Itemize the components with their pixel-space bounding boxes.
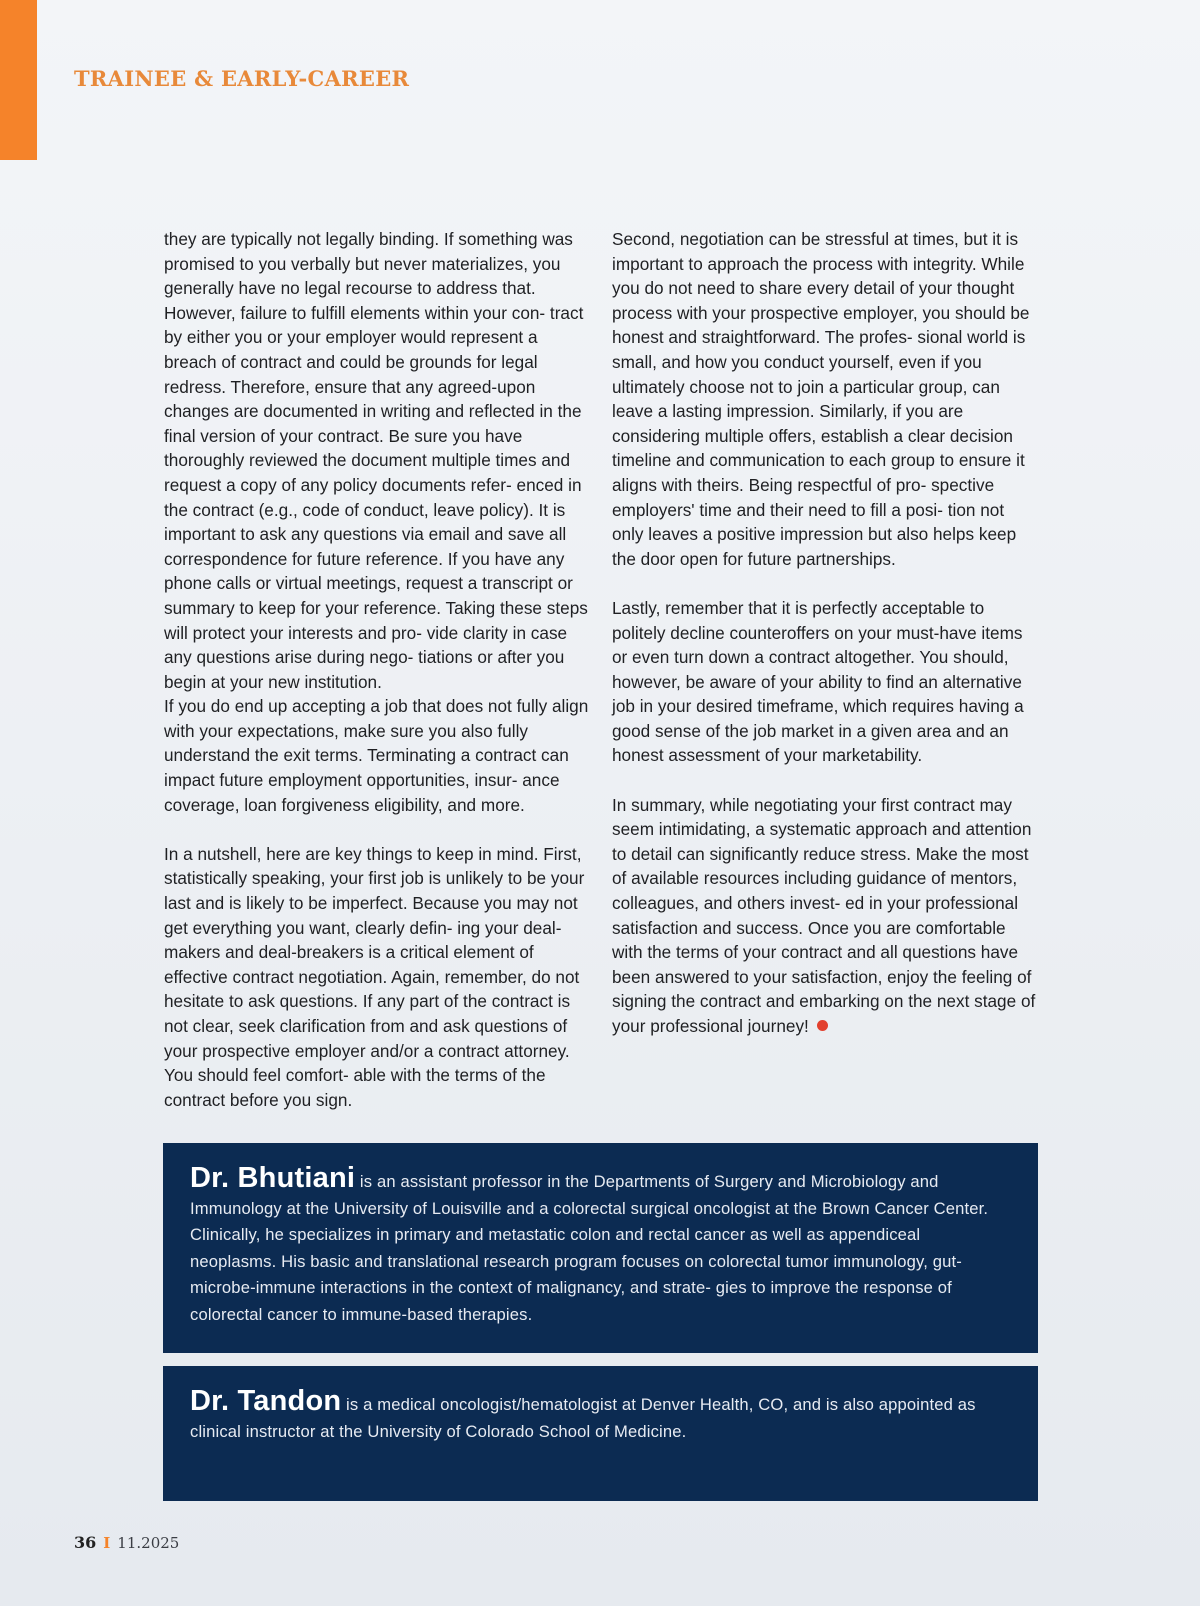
author-bio-box-bhutiani xyxy=(163,1143,1038,1353)
author-bio-text: is a medical oncologist/hematologist at Denver Health, CO, and is also appointed as clinical instructor at the University of Colorado School of Medicine. xyxy=(190,1395,976,1441)
page-footer xyxy=(74,1533,179,1552)
issue-date: 11.2025 xyxy=(117,1534,180,1552)
author-name: Dr. Tandon xyxy=(190,1385,342,1417)
right-paragraph-2: Lastly, remember that it is perfectly acceptable to politely decline counteroffers on your must-have items or even turn down a contract altogether. You should, however, be aware of your ability to find an alternative job in your desired timeframe, which requires having a good sense of the job market in a given area and an honest assessment of your marketability. xyxy=(612,597,1024,766)
right-article-column xyxy=(612,227,1038,1039)
end-of-article-dot-icon xyxy=(817,1020,828,1031)
left-paragraph-3: In a nutshell, here are key things to keep in mind. First, statistically speaking, your first job is unlikely to be your last and is likely to be imperfect. Because you may not get everything you want, clearly defin- ing your deal-makers and deal-breakers is a critical element of effective contract negotiation. Again, remember, do not hesitate to ask questions. If any part of the contract is not clear, seek clarification from and ask questions of your prospective employer and/or a contract attorney. You should feel comfort- able with the terms of the contract before you sign. xyxy=(164,843,585,1110)
author-bio-box-tandon xyxy=(163,1366,1038,1501)
right-paragraph-3 xyxy=(612,793,1038,1039)
right-paragraph-3-text: In summary, while negotiating your first contract may seem intimidating, a systematic approach and attention to detail can significantly reduce stress. Make the most of available resources including guidance of mentors, colleagues, and others invest- ed in your professional satisfaction and success. Once you are comfortable with the terms of your contract and all questions have been answered to your satisfaction, enjoy the feeling of signing the contract and embarking on the next stage of your professional journey! xyxy=(612,794,1036,1036)
left-paragraph-1: they are typically not legally binding. If something was promised to you verbally but never materializes, you generally have no legal recourse to address that. However, failure to fulfill elements within your con- tract by either you or your employer would represent a breach of contract and could be grounds for legal redress. Therefore, ensure that any agreed-upon changes are documented in writing and reflected in the final version of your contract. Be sure you have thoroughly reviewed the document multiple times and request a copy of any policy documents refer- enced in the contract (e.g., code of conduct, leave policy). It is important to ask any questions via email and save all correspondence for future reference. If you have any phone calls or virtual meetings, request a transcript or summary to keep for your reference. Taking these steps will protect your interests and pro- vide clarity in case any questions arise during nego- tiations or after you begin at your new institution. xyxy=(164,229,588,692)
page-number: 36 xyxy=(74,1533,97,1552)
right-paragraph-1: Second, negotiation can be stressful at times, but it is important to approach the process with integrity. While you do not need to share every detail of your thought process with your prospective employer, you should be honest and straightforward. The profes- sional world is small, and how you conduct yourself, even if you ultimately choose not to join a particular group, can leave a lasting impression. Similarly, if you are considering multiple offers, establish a clear decision timeline and communication to each group to ensure it aligns with theirs. Being respectful of pro- spective employers' time and their need to fill a posi- tion not only leaves a positive impression but also helps keep the door open for future partnerships. xyxy=(612,229,1030,569)
orange-accent-bar xyxy=(0,0,37,160)
left-article-column xyxy=(164,227,590,1112)
left-paragraph-2: If you do end up accepting a job that does not fully align with your expectations, make sure you also fully understand the exit terms. Terminating a contract can impact future employment opportunities, insur- ance coverage, loan forgiveness eligibility, and more. xyxy=(164,696,589,815)
author-bio-text: is an assistant professor in the Departments of Surgery and Microbiology and Immunology at the University of Louisville and a colorectal surgical oncologist at the Brown Cancer Center. Clinically, he specializes in primary and metastatic colon and rectal cancer as well as appendiceal neoplasms. His basic and translational research program focuses on colorectal tumor immunology, gut-microbe-immune interactions in the context of malignancy, and strate- gies to improve the response of colorectal cancer to immune-based therapies. xyxy=(190,1172,989,1324)
footer-separator: I xyxy=(103,1534,111,1552)
section-label: TRAINEE & EARLY-CAREER xyxy=(74,66,410,91)
author-name: Dr. Bhutiani xyxy=(190,1162,356,1194)
